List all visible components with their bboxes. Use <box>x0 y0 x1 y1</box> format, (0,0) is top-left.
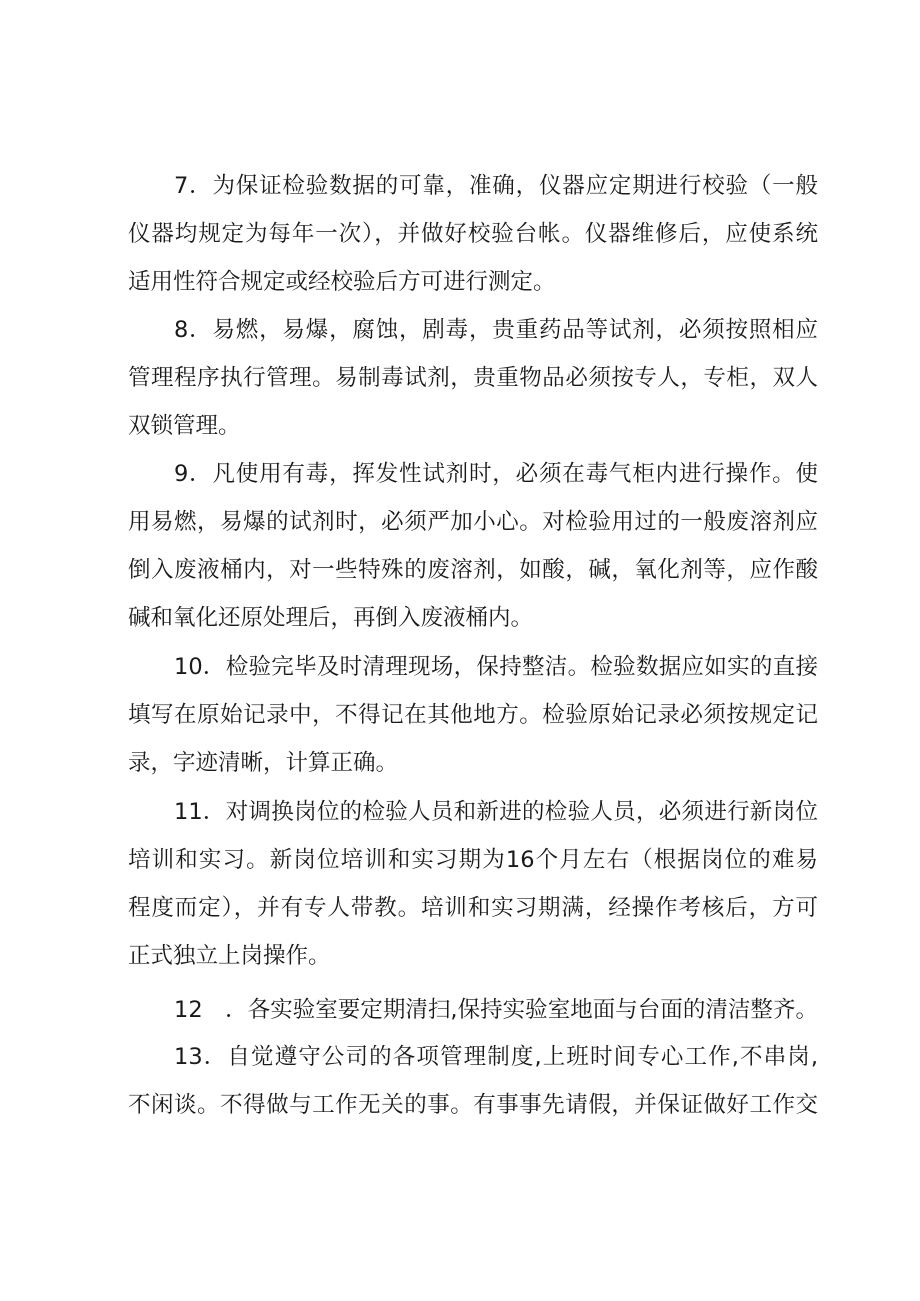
text-line: 倒入废液桶内，对一些特殊的废溶剂，如酸，碱，氧化剂等，应作酸 <box>128 557 818 583</box>
text-line: 用易燃，易爆的试剂时，必须严加小心。对检验用过的一般废溶剂应 <box>128 509 818 535</box>
paragraph-item-10 <box>128 643 818 787</box>
text-line: 程度而定），并有专人带教。培训和实习期满，经操作考核后，方可 <box>128 895 818 921</box>
paragraph-item-11 <box>128 788 818 980</box>
text-line: 适用性符合规定或经校验后方可进行测定。 <box>128 269 556 295</box>
paragraph-item-8 <box>128 306 818 450</box>
text-line: 11．对调换岗位的检验人员和新进的检验人员，必须进行新岗位 <box>174 799 818 825</box>
paragraph-item-13 <box>128 1033 818 1129</box>
paragraph-item-12 <box>128 986 818 1034</box>
text-line: 管理程序执行管理。易制毒试剂，贵重物品必须按专人，专柜，双人 <box>128 365 818 391</box>
text-line: 7．为保证检验数据的可靠，准确，仪器应定期进行校验（一般 <box>174 173 818 199</box>
text-line: 碱和氧化还原处理后，再倒入废液桶内。 <box>128 605 534 631</box>
text-line: 不闲谈。不得做与工作无关的事。有事事先请假，并保证做好工作交 <box>128 1092 818 1118</box>
paragraph-item-7 <box>128 162 818 306</box>
text-line: 填写在原始记录中，不得记在其他地方。检验原始记录必须按规定记 <box>128 702 818 728</box>
text-line: 双锁管理。 <box>128 413 241 439</box>
text-line: 13．自觉遵守公司的各项管理制度,上班时间专心工作,不串岗, <box>174 1044 818 1070</box>
text-line: 8．易燃，易爆，腐蚀，剧毒，贵重药品等试剂，必须按照相应 <box>174 317 818 343</box>
text-line: 10．检验完毕及时清理现场，保持整洁。检验数据应如实的直接 <box>174 654 818 680</box>
text-line: 培训和实习。新岗位培训和实习期为16个月左右（根据岗位的难易 <box>128 847 818 873</box>
text-line: 录，字迹清晰，计算正确。 <box>128 750 399 776</box>
text-line: 正式独立上岗操作。 <box>128 943 331 969</box>
paragraph-item-9 <box>128 450 818 642</box>
text-line: 12 ．各实验室要定期清扫,保持实验室地面与台面的清洁整齐。 <box>174 997 818 1023</box>
text-line: 仪器均规定为每年一次），并做好校验台帐。仪器维修后，应使系统 <box>128 221 818 247</box>
text-line: 9．凡使用有毒，挥发性试剂时，必须在毒气柜内进行操作。使 <box>174 461 818 487</box>
